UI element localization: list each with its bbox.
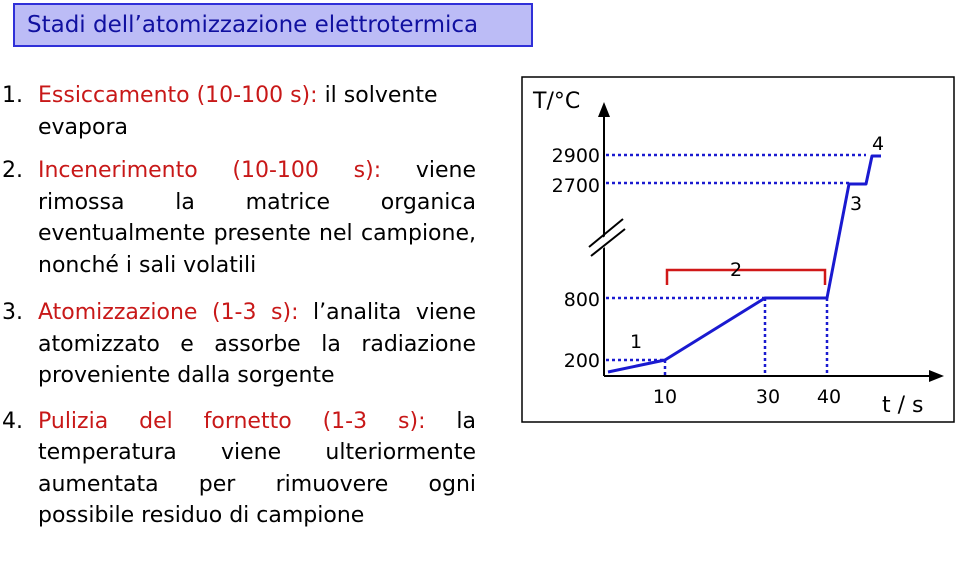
- stage-label: 4: [871, 133, 885, 155]
- stage-2-bracket: [667, 270, 825, 285]
- stage-label: 2: [729, 259, 743, 281]
- step-heading: Pulizia del fornetto (1-3 s): [38, 408, 419, 434]
- y-tick-label: 200: [563, 350, 600, 372]
- step-description: il solvente evapora: [38, 83, 438, 140]
- slide-title: Stadi dell’atomizzazione elettrotermica: [27, 12, 479, 38]
- step-colon: :: [373, 158, 382, 183]
- step-description: l’analita viene atomizzato e assorbe la radiazione proveniente dalla sorgente: [38, 300, 476, 388]
- x-tick-label: 10: [652, 386, 678, 408]
- step-colon: :: [291, 300, 299, 325]
- x-tick-label: 40: [816, 386, 842, 408]
- step-number: 3.: [2, 300, 23, 325]
- step-description: viene rimossa la matrice organica eventualmente presente nel campione, nonché i sali volatili: [38, 158, 476, 278]
- y-tick-label: 2900: [551, 145, 600, 167]
- x-axis-arrow: [929, 370, 944, 382]
- y-axis-arrow: [598, 102, 610, 117]
- step-number: 2.: [2, 158, 23, 183]
- step-description: la temperatura viene ulteriormente aumentata per rimuovere ogni possibile residuo di campione: [38, 408, 477, 528]
- step-number: 1.: [2, 83, 23, 108]
- x-tick-label: 30: [755, 386, 781, 408]
- step-colon: :: [310, 83, 318, 108]
- step-heading: Essiccamento (10-100 s): [38, 83, 311, 108]
- step-heading: Atomizzazione (1-3 s): [38, 300, 292, 325]
- y-tick-label: 2700: [551, 175, 600, 197]
- y-axis-label: T/°C: [533, 89, 581, 114]
- step-number: 4.: [2, 408, 23, 434]
- stage-label: 3: [849, 193, 863, 215]
- x-axis-label: t / s: [882, 393, 924, 418]
- temperature-profile: [608, 156, 881, 372]
- step-heading: Incenerimento (10-100 s): [38, 158, 374, 183]
- y-tick-label: 800: [563, 289, 600, 311]
- stage-label: 1: [629, 331, 643, 353]
- step-colon: :: [418, 408, 426, 434]
